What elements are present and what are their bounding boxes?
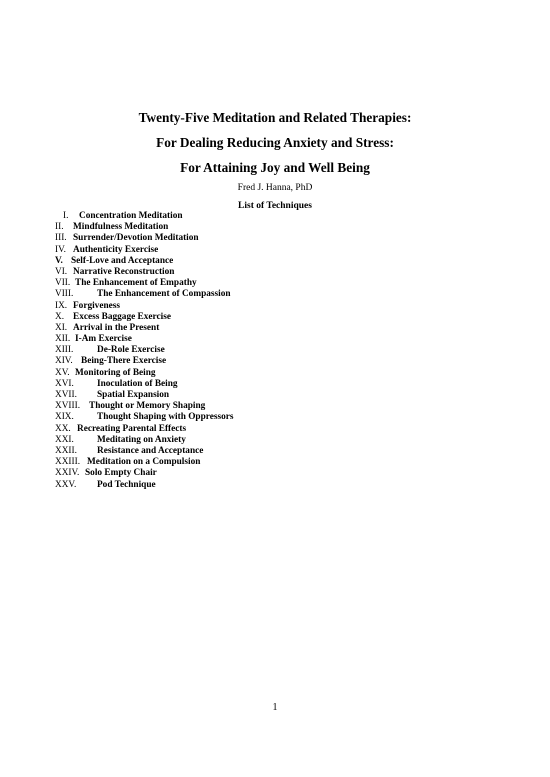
list-item-numeral: XIV. [55,356,73,367]
list-item-label: Arrival in the Present [73,322,160,333]
list-item [55,401,495,412]
list-item-label: Self-Love and Acceptance [71,255,174,266]
document-title-line-1: Twenty-Five Meditation and Related Therapies: [138,110,412,125]
list-item [55,356,495,367]
list-item-label: Narrative Reconstruction [73,266,175,277]
list-item-numeral: XVI. [55,378,74,389]
list-heading: List of Techniques [238,201,312,211]
list-item [55,457,495,468]
list-item [55,301,495,312]
list-item [55,368,495,379]
list-item [55,289,495,300]
list-item [55,424,495,435]
list-item-label: Excess Baggage Exercise [73,311,171,322]
techniques-list [55,211,495,491]
list-item-numeral: X. [55,311,65,322]
list-item [55,245,495,256]
list-item-label: The Enhancement of Compassion [97,289,231,300]
list-item-label: Mindfulness Meditation [73,222,169,233]
list-item-label: Resistance and Acceptance [97,445,204,456]
list-item-label: Thought or Memory Shaping [89,401,206,412]
list-item [55,267,495,278]
list-item-numeral: XXV. [55,479,77,490]
list-item [55,480,495,491]
list-item-numeral: XIX. [55,412,74,423]
list-item-numeral: XV. [55,367,70,378]
list-item-numeral: III. [55,233,67,244]
list-item-label: Inoculation of Being [97,378,178,389]
list-item-numeral: XII. [55,334,71,345]
list-item-label: Monitoring of Being [75,367,156,378]
list-item-numeral: VII. [55,278,71,289]
document-title-line-3: For Attaining Joy and Well Being [180,160,370,175]
list-item-label: Forgiveness [73,300,120,311]
list-item-numeral: V. [55,255,63,266]
list-item-numeral: I. [63,211,69,221]
list-item [55,446,495,457]
list-item [55,278,495,289]
list-item-numeral: XXI. [55,434,74,445]
list-item-numeral: XVII. [55,390,77,400]
list-item-numeral: IV. [55,244,66,255]
list-item [55,323,495,334]
list-item-label: Thought Shaping with Oppressors [97,412,234,423]
list-item-label: Recreating Parental Effects [77,423,187,434]
list-item [55,222,495,233]
list-item-label: Pod Technique [97,479,156,490]
document-title-line-2: For Dealing Reducing Anxiety and Stress: [156,135,394,150]
list-item-numeral: IX. [55,300,68,311]
list-item-numeral: II. [55,222,64,233]
list-item [55,435,495,446]
list-item-numeral: VIII. [55,289,74,300]
list-item [55,468,495,479]
list-item [55,233,495,244]
list-item-numeral: XI. [55,322,68,333]
list-item [55,334,495,345]
list-item-numeral: XXIII. [55,457,81,468]
list-item-label: Spatial Expansion [97,390,170,400]
list-item [55,211,495,222]
list-item [55,256,495,267]
list-item-label: Solo Empty Chair [85,468,157,479]
list-item [55,345,495,356]
list-item-numeral: XIII. [55,345,74,356]
list-item-label: Being-There Exercise [81,356,167,367]
list-item-numeral: VI. [55,266,68,277]
list-item-numeral: XXII. [55,445,77,456]
list-item-label: The Enhancement of Empathy [75,278,197,289]
list-item-label: I-Am Exercise [75,334,132,345]
author-name: Fred J. Hanna, PhD [237,183,313,193]
list-item [55,412,495,423]
list-item-numeral: XXIV. [55,468,80,479]
list-item [55,312,495,323]
list-item [55,379,495,390]
list-item [55,390,495,401]
page-number: 1 [272,702,278,713]
list-item-label: Authenticity Exercise [73,244,159,255]
list-item-label: De-Role Exercise [97,345,165,356]
list-item-label: Meditation on a Compulsion [87,457,201,468]
list-item-numeral: XX. [55,423,71,434]
list-item-label: Concentration Meditation [79,211,183,221]
list-item-label: Surrender/Devotion Meditation [73,233,199,244]
list-item-label: Meditating on Anxiety [97,434,186,445]
list-item-numeral: XVIII. [55,401,81,412]
